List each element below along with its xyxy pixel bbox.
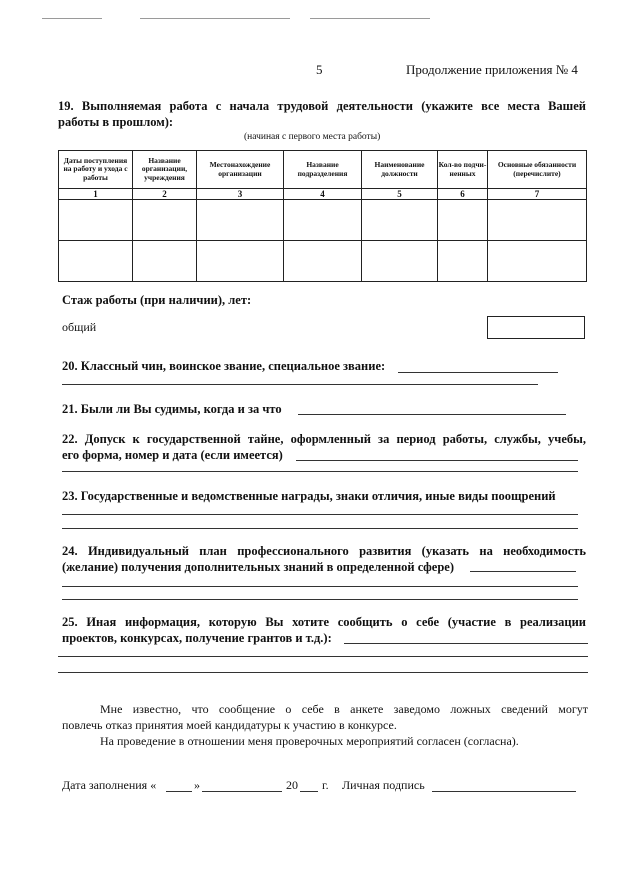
table-cell[interactable]	[59, 200, 133, 241]
table-cell[interactable]	[59, 241, 133, 282]
table-cell[interactable]	[362, 241, 438, 282]
table-cell[interactable]	[197, 241, 284, 282]
date-day-field[interactable]	[166, 791, 192, 792]
col-number: 7	[488, 189, 587, 200]
declaration-line2: повлечь отказ принятия моей кандидатуры к участию в конкурсе.	[62, 718, 397, 732]
table-cell[interactable]	[284, 241, 362, 282]
q20-label: 20. Классный чин, воинское звание, специальное звание:	[62, 359, 386, 373]
q24-answer-line[interactable]	[470, 571, 576, 572]
table-row	[59, 200, 587, 241]
table-cell[interactable]	[133, 200, 197, 241]
q23-label: 23. Государственные и ведомственные награды, знаки отличия, иные виды поощрений	[62, 489, 556, 503]
experience-total-label: общий	[62, 320, 97, 334]
signature-label: Личная подпись	[342, 778, 425, 792]
q25-line2: проектов, конкурсах, получение грантов и т.д.):	[62, 631, 332, 645]
date-month-field[interactable]	[202, 791, 282, 792]
q19-title-line1: 19. Выполняемая работа с начала трудовой деятельности (укажите все места Вашей	[58, 99, 586, 113]
col-number: 5	[362, 189, 438, 200]
date-label: Дата заполнения «	[62, 778, 157, 792]
q24-line1: 24. Индивидуальный план профессионального развития (указать на необходимость	[62, 544, 586, 558]
q19-note: (начиная с первого места работы)	[244, 132, 381, 142]
table-cell[interactable]	[133, 241, 197, 282]
table-cell[interactable]	[488, 200, 587, 241]
scan-artifact	[42, 18, 102, 19]
table-cell[interactable]	[488, 241, 587, 282]
q21-answer-line[interactable]	[298, 414, 566, 415]
date-year-field[interactable]	[300, 791, 318, 792]
experience-title: Стаж работы (при наличии), лет:	[62, 293, 252, 307]
col-number: 1	[59, 189, 133, 200]
scan-artifact	[140, 18, 290, 19]
date-close-quote: »	[194, 778, 200, 792]
table-cell[interactable]	[284, 200, 362, 241]
q24-answer-line-2[interactable]	[62, 586, 578, 587]
table-cell[interactable]	[362, 200, 438, 241]
scan-artifact	[310, 18, 430, 19]
experience-total-field[interactable]	[487, 316, 585, 339]
table-row	[59, 241, 587, 282]
col-header-location: Местонахождение организации	[197, 151, 284, 189]
col-number: 4	[284, 189, 362, 200]
col-header-organization: Название организации, учреждения	[133, 151, 197, 189]
q25-answer-line-2[interactable]	[58, 656, 588, 657]
q23-answer-line-2[interactable]	[62, 528, 578, 529]
q22-line2: его форма, номер и дата (если имеется)	[62, 448, 283, 462]
q25-answer-line-3[interactable]	[58, 672, 588, 673]
q22-answer-line-2[interactable]	[62, 471, 578, 472]
q24-line2: (желание) получения дополнительных знаний в определенной сфере)	[62, 560, 455, 574]
q22-answer-line[interactable]	[296, 460, 578, 461]
col-header-subordinates: Кол-во подчи-ненных	[438, 151, 488, 189]
appendix-label: Продолжение приложения № 4	[406, 62, 578, 77]
q24-answer-line-3[interactable]	[62, 599, 578, 600]
year-prefix: 20	[286, 778, 298, 792]
q21-label: 21. Были ли Вы судимы, когда и за что	[62, 402, 282, 416]
table-cell[interactable]	[197, 200, 284, 241]
table-number-row	[59, 189, 587, 200]
declaration-line1: Мне известно, что сообщение о себе в анкете заведомо ложных сведений могут	[100, 702, 588, 716]
col-number: 6	[438, 189, 488, 200]
declaration-line3: На проведение в отношении меня проверочных мероприятий согласен (согласна).	[100, 734, 519, 748]
q25-answer-line[interactable]	[344, 643, 588, 644]
col-header-department: Название подразделения	[284, 151, 362, 189]
table-cell[interactable]	[438, 241, 488, 282]
signature-field[interactable]	[432, 791, 576, 792]
col-header-position: Наименование должности	[362, 151, 438, 189]
year-suffix: г.	[322, 778, 329, 792]
q25-line1: 25. Иная информация, которую Вы хотите сообщить о себе (участие в реализации	[62, 615, 586, 629]
table-header-row	[59, 151, 587, 189]
work-history-table	[58, 150, 587, 282]
col-header-duties: Основные обязанности (перечислите)	[488, 151, 587, 189]
col-number: 2	[133, 189, 197, 200]
col-header-dates: Даты поступления на работу и ухода с работы	[59, 151, 133, 189]
q20-answer-line[interactable]	[398, 372, 558, 373]
table-cell[interactable]	[438, 200, 488, 241]
q20-answer-line-2[interactable]	[62, 384, 538, 385]
q23-answer-line[interactable]	[62, 514, 578, 515]
q19-title-line2: работы в прошлом):	[58, 115, 174, 129]
q22-line1: 22. Допуск к государственной тайне, оформленный за период работы, службы, учебы,	[62, 432, 586, 446]
page-number: 5	[316, 62, 323, 77]
col-number: 3	[197, 189, 284, 200]
